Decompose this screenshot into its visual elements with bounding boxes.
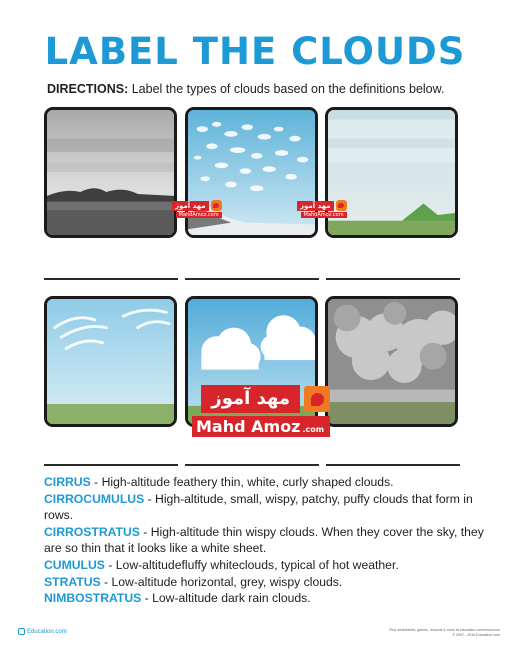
education-logo-icon (18, 628, 25, 635)
watermark-logo-icon (211, 200, 222, 211)
cloud-panel-nimbostratus (325, 296, 458, 427)
footer-logo[interactable]: Education.com (18, 628, 67, 635)
nimbostratus-scene (328, 299, 455, 424)
watermark-logo-icon (336, 200, 347, 211)
watermark-latin: MahdAmoz.com (176, 212, 222, 218)
definition-item: CIRRUS - High-altitude feathery thin, white, curly shaped clouds. (44, 475, 394, 489)
definition-item: CIRROSTRATUS - High-altitude thin wispy clouds. When they cover the sky, they are so thin that it looks like a white sheet. (44, 524, 484, 556)
answer-line-5[interactable] (185, 464, 319, 466)
watermark-persian: مهد آموز (172, 201, 209, 211)
cloud-panel-stratus (44, 107, 177, 238)
watermark-small-1 (172, 200, 222, 218)
watermark-persian: مهد آموز (297, 201, 334, 211)
watermark-latin: Mahd Amoz .com (192, 416, 330, 437)
stratus-scene (47, 110, 174, 235)
footer-text: Find worksheets, games, lessons & more at education.com/resources © 2007 - 2016 Education.com (389, 628, 500, 637)
answer-line-6[interactable] (326, 464, 460, 466)
directions (47, 82, 477, 96)
definition-item: STRATUS - Low-altitude horizontal, grey, wispy clouds. (44, 574, 343, 589)
cirrostratus-scene (328, 110, 455, 235)
answer-line-2[interactable] (185, 278, 319, 280)
watermark-small-2 (297, 200, 347, 218)
watermark-latin: MahdAmoz.com (301, 212, 347, 218)
cloud-panel-cirrus (44, 296, 177, 427)
definition-item: CUMULUS - Low-altitudefluffy whiteclouds, typical of hot weather. (44, 557, 399, 572)
answer-line-4[interactable] (44, 464, 178, 466)
directions-label: DIRECTIONS: (47, 82, 129, 96)
page-title: LABEL THE CLOUDS (44, 30, 466, 73)
definitions-list (44, 474, 484, 607)
watermark-persian: مهد آموز (201, 385, 300, 413)
answer-line-1[interactable] (44, 278, 178, 280)
directions-text: Label the types of clouds based on the definitions below. (128, 82, 445, 96)
answer-line-3[interactable] (326, 278, 460, 280)
cirrus-scene (47, 299, 174, 424)
cloud-panel-cirrocumulus (185, 107, 318, 238)
watermark-large (192, 385, 330, 437)
watermark-logo-icon (304, 386, 330, 412)
cloud-panel-cirrostratus (325, 107, 458, 238)
definition-item: CIRROCUMULUS - High-altitude, small, wispy, patchy, puffy clouds that form in rows. (44, 491, 473, 523)
definition-item: NIMBOSTRATUS - Low-altitude dark rain clouds. (44, 591, 311, 606)
